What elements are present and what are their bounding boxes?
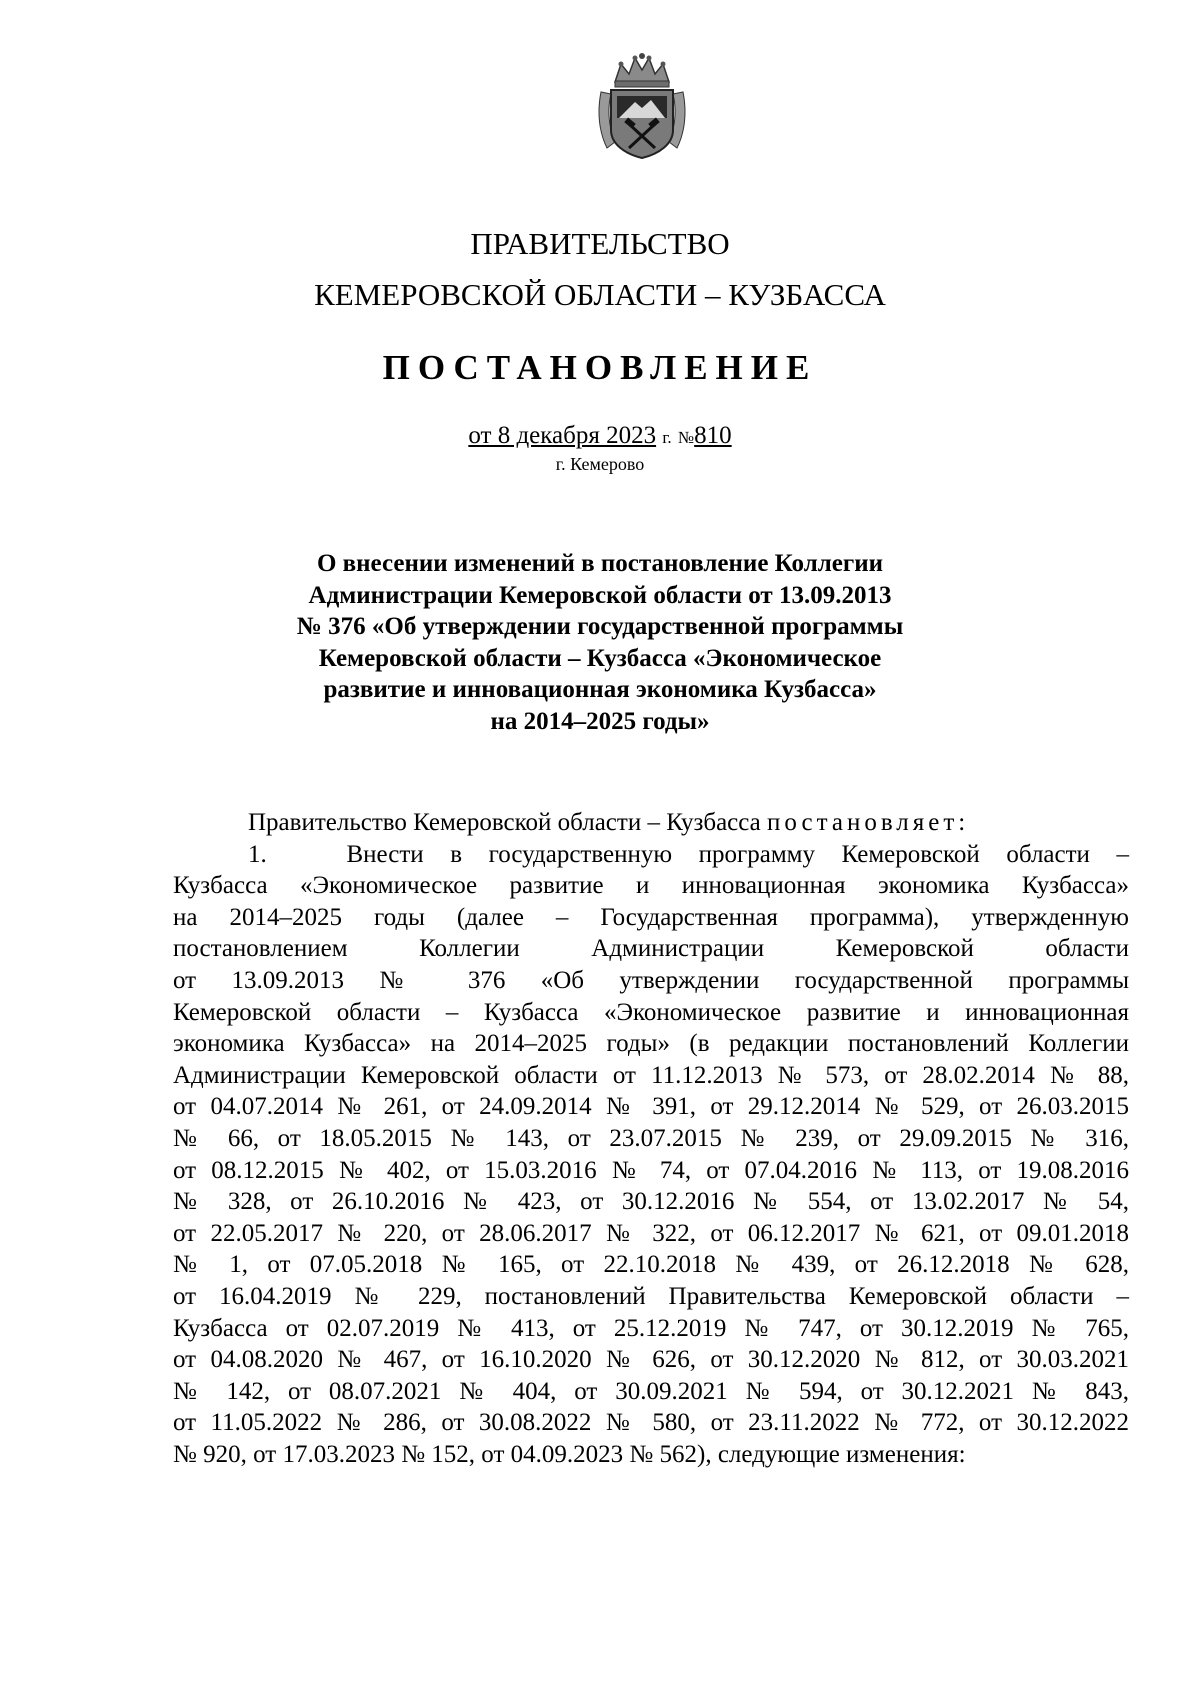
- body-line: Администрации Кемеровской области от 11.12.2013 № 573, от 28.02.2014 № 88,: [173, 1061, 1129, 1089]
- city-name: г. Кемерово: [555, 454, 645, 474]
- body-line: от 13.09.2013 № 376 «Об утверждении государственной программы: [173, 966, 1129, 994]
- body-line: от 16.04.2019 № 229, постановлений Правительства Кемеровской области –: [173, 1282, 1129, 1310]
- document-type: ПОСТАНОВЛЕНИЕ: [382, 348, 818, 387]
- item-number: 1.: [248, 840, 267, 868]
- document-body: [173, 807, 1129, 1470]
- resolves-word: постановляет:: [767, 809, 970, 836]
- body-line: Кузбасса от 02.07.2019 № 413, от 25.12.2019 № 747, от 30.12.2019 № 765,: [173, 1314, 1129, 1342]
- intro-paragraph: [173, 807, 1129, 839]
- title-line: на 2014–2025 годы»: [490, 707, 710, 735]
- number-sign: №: [677, 428, 695, 447]
- body-line: № 328, от 26.10.2016 № 423, от 30.12.2016 № 554, от 13.02.2017 № 54,: [173, 1188, 1129, 1216]
- title-line: № 376 «Об утверждении государственной программы: [296, 613, 904, 641]
- date-number-line: [0, 419, 1200, 455]
- body-line: от 08.12.2015 № 402, от 15.03.2016 № 74, от 07.04.2016 № 113, от 19.08.2016: [173, 1156, 1129, 1184]
- coat-of-arms-icon: [595, 52, 689, 160]
- body-line: 1. Внести в государственную программу Кемеровской области –: [248, 840, 1129, 868]
- document-date: от 8 декабря 2023: [468, 422, 657, 449]
- intro-text: Правительство Кемеровской области – Кузбасса: [248, 809, 761, 836]
- body-line: № 142, от 08.07.2021 № 404, от 30.09.2021 № 594, от 30.12.2021 № 843,: [173, 1377, 1129, 1405]
- title-line: Администрации Кемеровской области от 13.09.2013: [308, 581, 892, 609]
- title-line: Кемеровской области – Кузбасса «Экономическое: [318, 644, 882, 672]
- body-line: от 04.07.2014 № 261, от 24.09.2014 № 391, от 29.12.2014 № 529, от 26.03.2015: [173, 1093, 1129, 1121]
- body-line: постановлением Коллегии Администрации Кемеровской области: [173, 935, 1129, 963]
- body-line: от 11.05.2022 № 286, от 30.08.2022 № 580, от 23.11.2022 № 772, от 30.12.2022: [173, 1409, 1129, 1437]
- body-line: на 2014–2025 годы (далее – Государственная программа), утвержденную: [173, 903, 1129, 931]
- body-line: от 04.08.2020 № 467, от 16.10.2020 № 626, от 30.12.2020 № 812, от 30.03.2021: [173, 1346, 1129, 1374]
- body-line: № 1, от 07.05.2018 № 165, от 22.10.2018 № 439, от 26.12.2018 № 628,: [173, 1251, 1129, 1279]
- title-line: развитие и инновационная экономика Кузбасса»: [323, 676, 877, 704]
- government-name-line2: КЕМЕРОВСКОЙ ОБЛАСТИ – КУЗБАССА: [314, 277, 886, 312]
- document-number: 810: [694, 422, 732, 449]
- body-line: № 920, от 17.03.2023 № 152, от 04.09.2023 № 562), следующие изменения:: [173, 1440, 966, 1468]
- government-name-line1: ПРАВИТЕЛЬСТВО: [470, 226, 730, 261]
- body-line: Кемеровской области – Кузбасса «Экономическое развитие и инновационная: [173, 998, 1129, 1026]
- body-line: от 22.05.2017 № 220, от 28.06.2017 № 322, от 06.12.2017 № 621, от 09.01.2018: [173, 1219, 1129, 1247]
- document-title: [0, 548, 1200, 738]
- body-line: Кузбасса «Экономическое развитие и инновационная экономика Кузбасса»: [173, 872, 1129, 900]
- year-suffix: г.: [662, 428, 672, 447]
- body-line: экономика Кузбасса» на 2014–2025 годы» (в редакции постановлений Коллегии: [173, 1030, 1129, 1058]
- title-line: О внесении изменений в постановление Коллегии: [316, 550, 884, 577]
- body-line: № 66, от 18.05.2015 № 143, от 23.07.2015 № 239, от 29.09.2015 № 316,: [173, 1124, 1129, 1152]
